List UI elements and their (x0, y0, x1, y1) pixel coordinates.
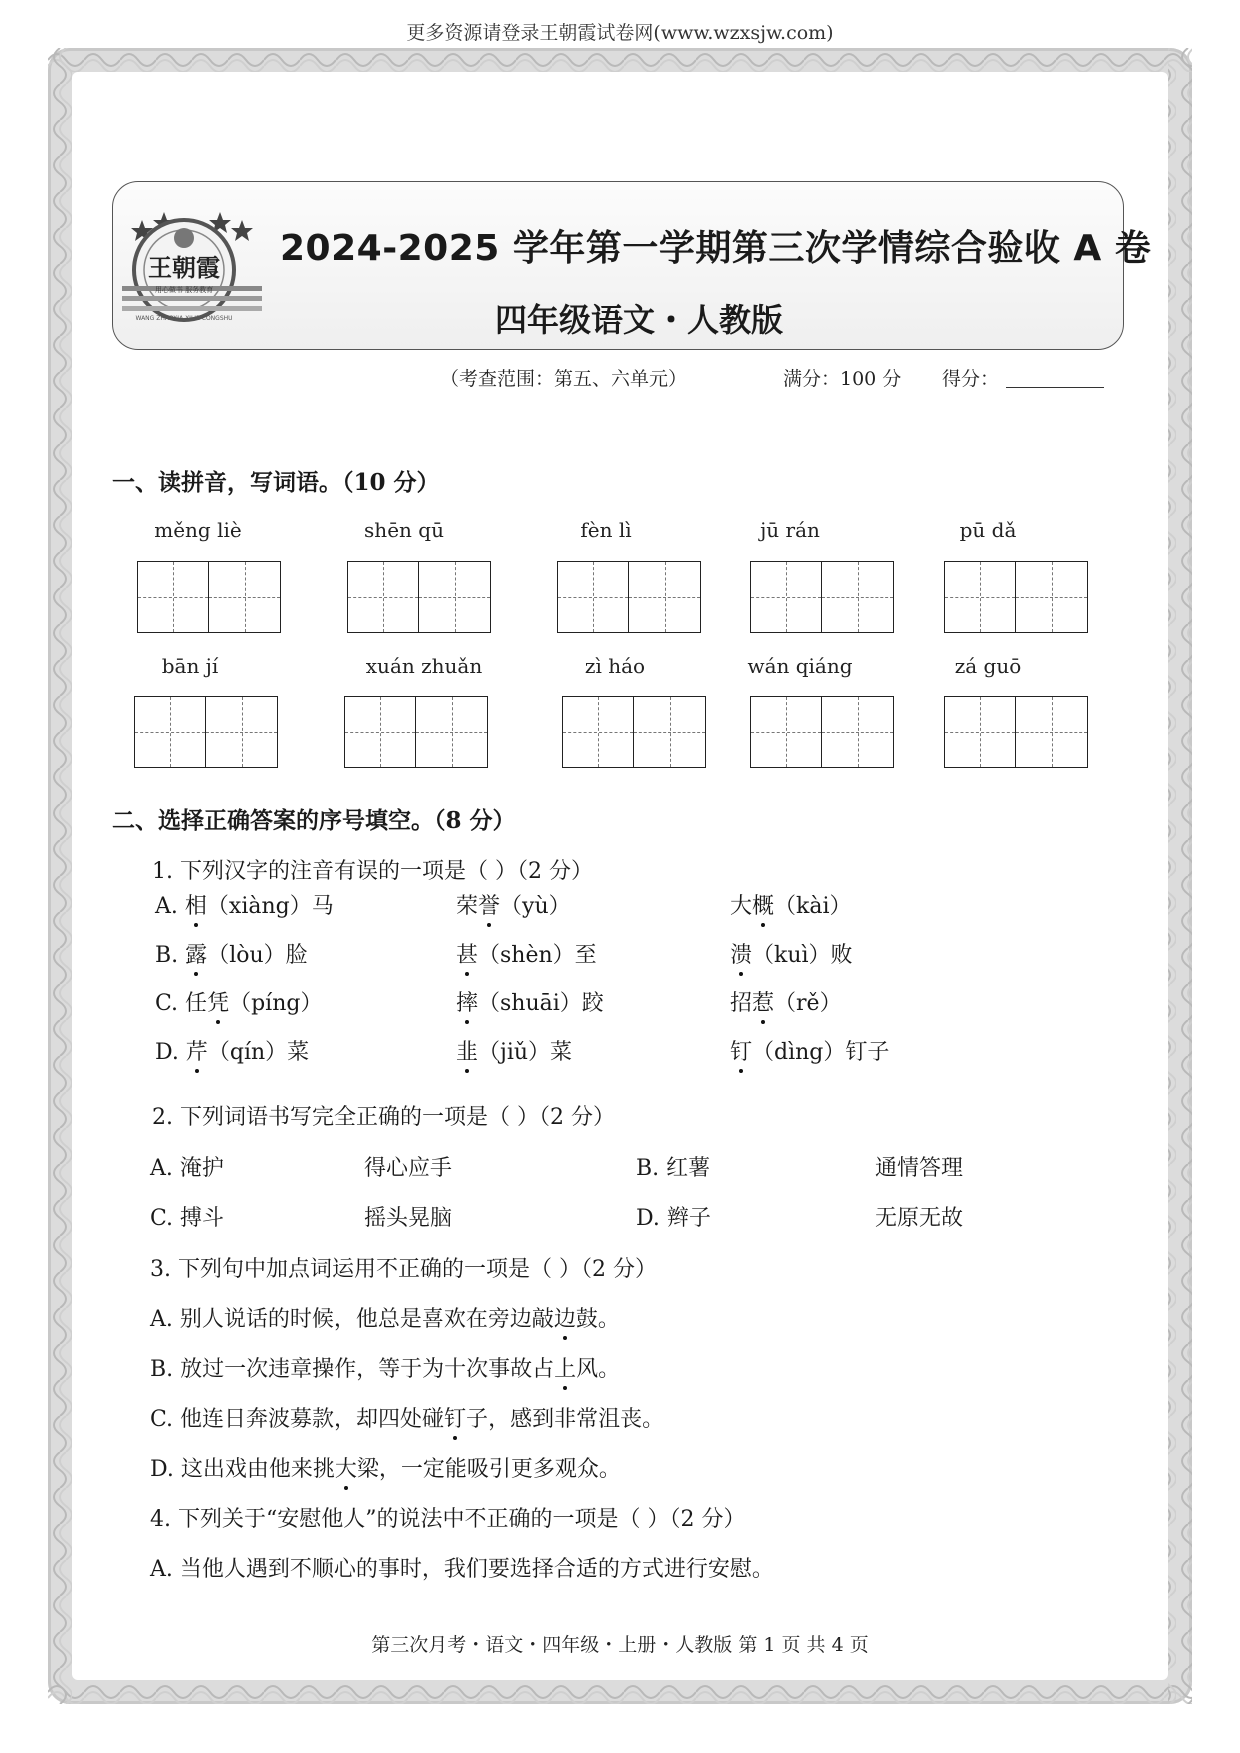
q1-option-c-3 (730, 986, 842, 1017)
q1-option-d-2 (456, 1035, 572, 1066)
q4-option-a[interactable]: A. 当他人遇到不顺心的事时，我们要选择合适的方式进行安慰。 (150, 1557, 774, 1582)
dotted-char: 概 (752, 889, 774, 920)
q1-option-a[interactable] (155, 889, 334, 920)
dotted-char: 凭 (207, 986, 229, 1017)
q1-option-b[interactable] (155, 938, 308, 969)
dotted-char: 钉 (730, 1035, 752, 1066)
q2-option-b-word: 通情答理 (875, 1156, 964, 1181)
option-text: （qín）菜 (207, 1040, 310, 1065)
option-label: C. (155, 991, 179, 1016)
pinyin-7: xuán zhuǎn (365, 654, 483, 678)
option-text: （yù） (500, 894, 571, 919)
score-label: 得分： (942, 368, 1000, 390)
pinyin-5: pū dǎ (959, 518, 1017, 542)
option-text: C. 他连日奔波募款，却四处 (150, 1407, 423, 1432)
pinyin-9: wán qiáng (747, 654, 853, 678)
q1-option-c-2 (456, 986, 604, 1017)
option-text: 荣 (456, 894, 479, 919)
q1-option-d[interactable] (155, 1035, 309, 1066)
section1-title: 一、读拼音，写词语。（10 分） (112, 469, 440, 496)
pinyin-2: shēn qū (364, 518, 444, 542)
q1-option-d-3 (730, 1035, 889, 1066)
option-text: （dìng）钉子 (752, 1040, 890, 1065)
q2-option-a[interactable]: A. 淹护 (150, 1156, 224, 1181)
q2-option-d[interactable]: D. 辫子 (636, 1206, 711, 1231)
pinyin-8: zì háo (584, 654, 646, 678)
exam-scope: （考查范围：第五、六单元） (440, 368, 688, 390)
dotted-phrase: 占上风 (532, 1352, 598, 1383)
full-score: 满分：100 分 (783, 368, 902, 390)
pinyin-10: zá guō (954, 654, 1022, 678)
option-text: D. 这出戏由他来 (150, 1457, 313, 1482)
dotted-char: 誉 (478, 889, 500, 920)
writing-grid-3[interactable] (557, 561, 701, 633)
q3-option-c[interactable] (150, 1402, 664, 1433)
q2-option-a-word: 得心应手 (364, 1156, 453, 1181)
pinyin-3: fèn lì (580, 518, 632, 542)
option-text: （lòu）脸 (207, 943, 308, 968)
writing-grid-6[interactable] (134, 696, 278, 768)
pinyin-4: jū rán (760, 518, 820, 542)
writing-grid-2[interactable] (347, 561, 491, 633)
option-text: 任 (185, 991, 208, 1016)
option-text: （xiàng）马 (206, 894, 334, 919)
exam-subtitle: 四年级语文・人教版 (495, 301, 784, 339)
q1-option-a-3 (730, 889, 852, 920)
option-label: A. (155, 894, 178, 919)
logo-name: 王朝霞 (148, 254, 220, 282)
writing-grid-10[interactable] (944, 696, 1088, 768)
option-text: ，感到非常沮丧。 (488, 1407, 665, 1432)
dotted-char: 露 (185, 938, 207, 969)
dotted-char: 溃 (730, 938, 752, 969)
q2-stem: 2. 下列词语书写完全正确的一项是（ ）（2 分） (152, 1105, 615, 1130)
exam-title: 2024-2025 学年第一学期第三次学情综合验收 A 卷 (280, 228, 1152, 269)
q4-stem: 4. 下列关于“安慰他人”的说法中不正确的一项是（ ）（2 分） (150, 1507, 746, 1532)
option-text: 。 (598, 1357, 621, 1382)
option-text: 招 (730, 991, 753, 1016)
writing-grid-5[interactable] (944, 561, 1088, 633)
score-blank[interactable] (1006, 387, 1104, 388)
option-text: （rě） (774, 991, 842, 1016)
logo-ring-text: WANG ZHAOXIA XILIE CONGSHU (135, 315, 233, 322)
dotted-phrase: 敲边鼓 (532, 1302, 598, 1333)
option-text: ，一定能吸引更多观众。 (378, 1457, 621, 1482)
q1-stem: 1. 下列汉字的注音有误的一项是（ ）（2 分） (152, 859, 593, 884)
q2-option-b[interactable]: B. 红薯 (636, 1156, 711, 1181)
q1-option-b-2 (456, 938, 597, 969)
option-label: B. (155, 943, 179, 968)
writing-grid-4[interactable] (750, 561, 894, 633)
q3-option-d[interactable] (150, 1452, 621, 1483)
dotted-char: 摔 (456, 986, 478, 1017)
option-text: 大 (730, 894, 753, 919)
pinyin-6: bān jí (161, 654, 219, 678)
dotted-char: 相 (185, 889, 207, 920)
option-text: B. 放过一次违章操作，等于为十次事故 (150, 1357, 533, 1382)
logo-emblem (122, 208, 262, 326)
option-label: D. (155, 1040, 179, 1065)
section2-title: 二、选择正确答案的序号填空。（8 分） (112, 807, 516, 834)
option-text: （shèn）至 (478, 943, 597, 968)
option-text: 。 (597, 1307, 620, 1332)
writing-grid-9[interactable] (750, 696, 894, 768)
q2-option-d-word: 无原无故 (875, 1206, 964, 1231)
q1-option-b-3 (730, 938, 853, 969)
page-footer: 第三次月考・语文・四年级・上册・人教版 第 1 页 共 4 页 (371, 1634, 869, 1656)
q1-option-a-2 (456, 889, 571, 920)
option-text: （jiǔ）菜 (478, 1040, 573, 1065)
q3-stem: 3. 下列句中加点词运用不正确的一项是（ ）（2 分） (150, 1257, 657, 1282)
q3-option-a[interactable] (150, 1302, 620, 1333)
dotted-phrase: 挑大梁 (313, 1452, 379, 1483)
q3-option-b[interactable] (150, 1352, 620, 1383)
q1-option-c[interactable] (155, 986, 322, 1017)
site-note: 更多资源请登录王朝霞试卷网(www.wzxsjw.com) (406, 22, 834, 44)
logo-motto: 用心做书 服务教育 (154, 286, 214, 294)
dotted-char: 甚 (456, 938, 478, 969)
option-text: （shuāi）跤 (478, 991, 604, 1016)
option-text: （kuì）败 (752, 943, 853, 968)
q2-option-c-word: 摇头晃脑 (364, 1206, 453, 1231)
dotted-phrase: 碰钉子 (422, 1402, 488, 1433)
option-text: （píng） (229, 991, 323, 1016)
dotted-char: 芹 (186, 1035, 208, 1066)
dotted-char: 惹 (752, 986, 774, 1017)
writing-grid-7[interactable] (344, 696, 488, 768)
dotted-char: 韭 (456, 1035, 478, 1066)
option-text: （kài） (774, 894, 852, 919)
pinyin-1: měng liè (154, 518, 242, 542)
writing-grid-1[interactable] (137, 561, 281, 633)
q2-option-c[interactable]: C. 搏斗 (150, 1206, 225, 1231)
option-text: A. 别人说话的时候，他总是喜欢在旁边 (150, 1307, 532, 1332)
writing-grid-8[interactable] (562, 696, 706, 768)
